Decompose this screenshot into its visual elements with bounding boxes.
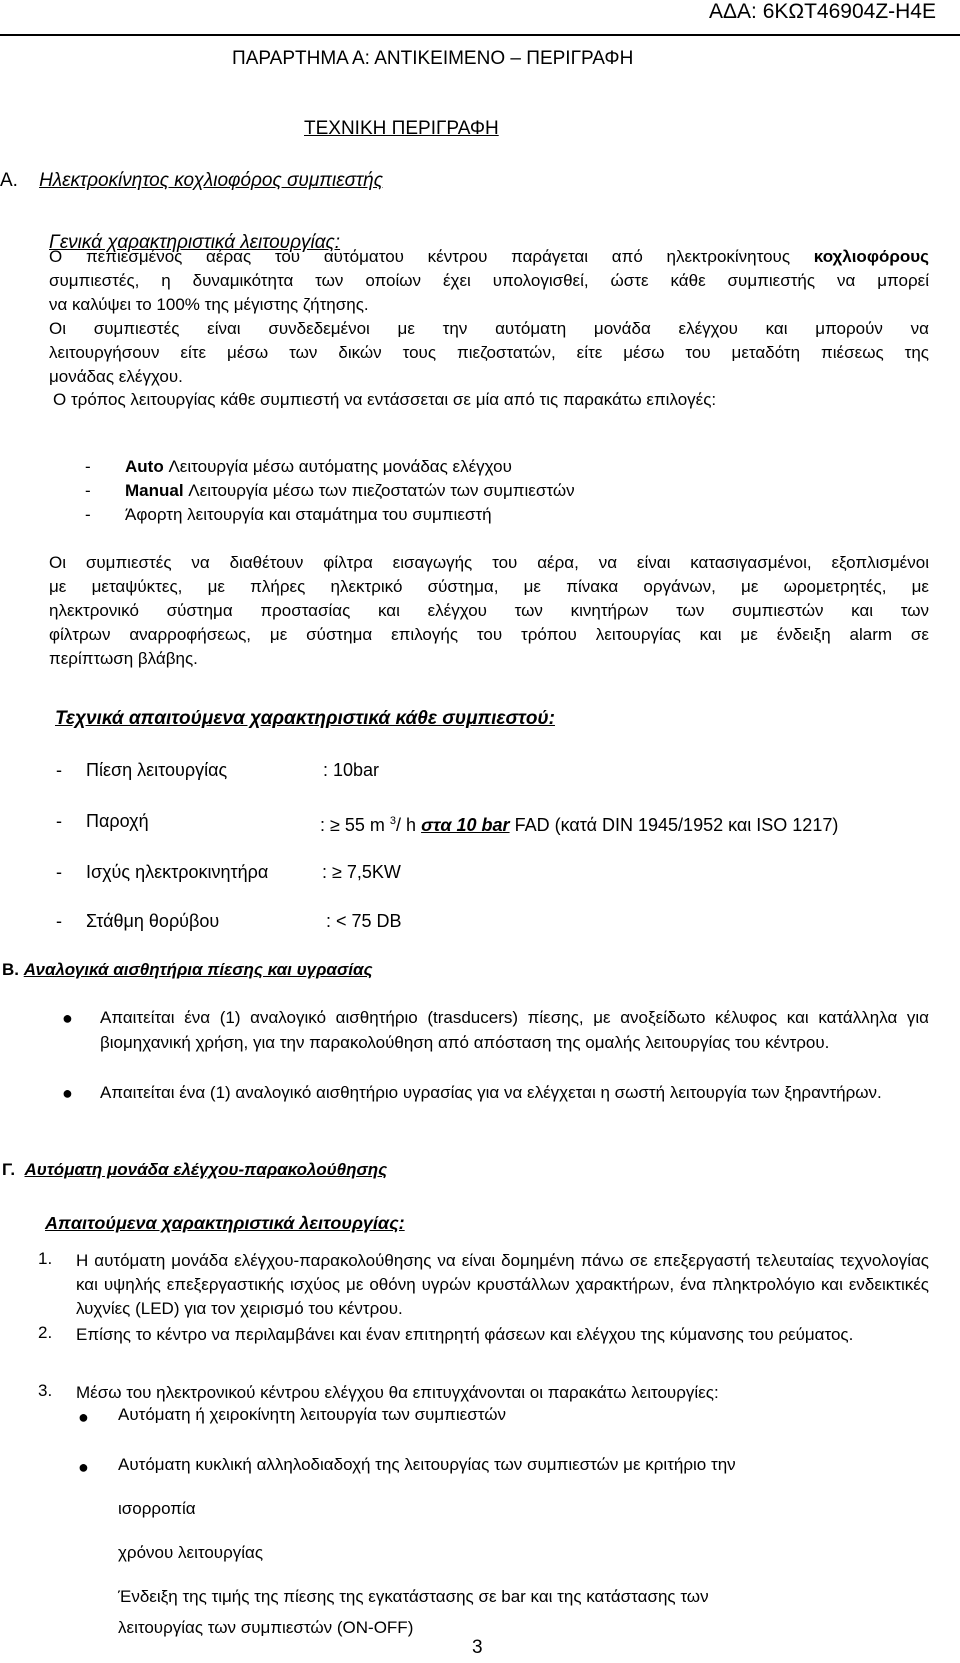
spec-value: : ≥ 55 m $^3$/ h στα 10 bar FAD (κατά DIN 1945/1952 και ISO 1217) (320, 815, 839, 835)
appendix-title: ΠΑΡΑΡΤΗΜΑ Α: ΑΝΤΙΚΕΙΜΕΝΟ – ΠΕΡΙΓΡΑΦΗ (232, 48, 634, 69)
required-features-heading: Απαιτούμενα χαρακτηριστικά λειτουργίας: (45, 1213, 405, 1233)
spec-value: : ≥ 7,5KW (322, 862, 401, 882)
section-c-heading (2, 1160, 387, 1180)
section-a-heading (0, 170, 383, 192)
spec-label: Πίεση λειτουργίας (86, 760, 228, 780)
paragraph-line: Οι συμπιεστές να διαθέτουν φίλτρα εισαγωγής του αέρα, να είναι κατασιγασμένοι, εξοπλισμένοι (49, 553, 929, 572)
operation-modes-intro: Ο τρόπος λειτουργίας κάθε συμπιεστή να εντάσσεται σε μία από τις παρακάτω επιλογές: (53, 390, 717, 409)
bullet-icon: ● (62, 1083, 73, 1103)
spec-value: : < 75 DB (326, 911, 402, 931)
function-item: ισορροπία (118, 1499, 196, 1518)
document-title: ΤΕΧΝΙΚΗ ΠΕΡΙΓΡΑΦΗ (304, 118, 499, 139)
paragraph-line: Οι συμπιεστές είναι συνδεδεμένοι με την αυτόματη μονάδα ελέγχου και μπορούν να (49, 319, 929, 338)
numbered-item: 1. Η αυτόματη μονάδα ελέγχου-παρακολούθησης να είναι δομημένη πάνω σε επεξεργαστή τελευταίας τεχνολογίας και υψηλής επεξεργαστικής ισχύος με οθόνη υγρών κρυστάλλων χαρακτήρων, ένα πληκτρολόγιο και ενδεικτικές λυχνίες (LED) για τον χειρισμό του κέντρου. (38, 1249, 929, 1318)
paragraph-line: με μεταψύκτες, με πλήρες ηλεκτρικό σύστημα, με πίνακα οργάνων, με ωρομετρητές, με (49, 577, 929, 596)
bullet-icon: ● (78, 1407, 89, 1427)
page-number: 3 (472, 1637, 483, 1658)
section-b-heading (2, 960, 373, 980)
section-b-title: Αναλογικά αισθητήρια πίεσης και υγρασίας (23, 960, 373, 979)
spec-label: Παροχή (86, 811, 149, 831)
paragraph-compressor-equipment (49, 551, 929, 671)
section-a-letter: Α. (0, 170, 18, 191)
paragraph-line: φίλτρων αναρροφήσεως, με σύστημα επιλογής του τρόπου λειτουργίας και με ένδειξη alarm σε (49, 625, 929, 644)
ada-code: ΑΔΑ: 6ΚΩΤ46904Ζ-Η4Ε (709, 0, 936, 23)
header-divider (0, 34, 960, 36)
section-b-letter: Β. (2, 960, 19, 979)
bullet-icon: ● (62, 1008, 73, 1028)
numbered-item: 2. Επίσης το κέντρο να περιλαμβάνει και έναν επιτηρητή φάσεων και ελέγχου της κύμανσης του ρεύματος. (38, 1323, 854, 1344)
paragraph-line: λειτουργήσουν είτε μέσω των δικών τους πιεζοστατών, είτε μέσω του μεταδότη πιέσεως της (49, 343, 929, 362)
spec-label: Ισχύς ηλεκτροκινητήρα (86, 862, 269, 882)
list-item: ● Απαιτείται ένα (1) αναλογικό αισθητήριο (trasducers) πίεσης, με ανοξείδωτο κέλυφος και κατάλληλα για βιομηχανική χρήση, για την παρακολούθηση από απόσταση της ομαλής λειτουργίας του κέντρου. (62, 1008, 929, 1052)
paragraph-line: μονάδας ελέγχου. (49, 367, 183, 386)
section-c-title: Αυτόματη μονάδα ελέγχου-παρακολούθησης (24, 1160, 388, 1179)
function-item: Αυτόματη ή χειροκίνητη λειτουργία των συμπιεστών (118, 1405, 506, 1424)
technical-requirements-heading: Τεχνικά απαιτούμενα χαρακτηριστικά κάθε συμπιεστού: (55, 708, 555, 729)
function-item: χρόνου λειτουργίας (118, 1543, 264, 1562)
list-item: ● Απαιτείται ένα (1) αναλογικό αισθητήριο υγρασίας για να ελέγχεται η σωστή λειτουργία των ξηραντήρων. (62, 1083, 882, 1103)
function-item: λειτουργίας των συμπιεστών (ON-OFF) (118, 1618, 414, 1637)
spec-label: Στάθμη θορύβου (86, 911, 220, 931)
paragraph-air-production (49, 245, 929, 317)
paragraph-line: Ο πεπιεσμένος αέρας του αυτόματου κέντρου παράγεται από ηλεκτροκίνητους κοχλιοφόρους (49, 247, 929, 266)
section-a-title: Ηλεκτροκίνητος κοχλιοφόρος συμπιεστής (39, 170, 383, 191)
section-c-letter: Γ. (2, 1160, 16, 1179)
paragraph-line: συμπιεστές, η δυναμικότητα των οποίων έχει υπολογισθεί, ώστε κάθε συμπιεστής να μπορεί (49, 271, 929, 290)
paragraph-line: περίπτωση βλάβης. (49, 649, 198, 668)
spec-value: : 10bar (323, 760, 380, 780)
paragraph-control-unit (49, 317, 929, 389)
function-item: Ένδειξη της τιμής της πίεσης της εγκατάστασης σε bar και της κατάστασης των (118, 1587, 709, 1606)
paragraph-line: ηλεκτρονικό σύστημα προστασίας και ελέγχου των κινητήρων των συμπιεστών και των (49, 601, 929, 620)
general-characteristics-heading: Γενικά χαρακτηριστικά λειτουργίας: (49, 232, 341, 253)
function-item: Αυτόματη κυκλική αλληλοδιαδοχή της λειτουργίας των συμπιεστών με κριτήριο την (118, 1455, 736, 1474)
paragraph-line: να καλύψει το 100% της μέγιστης ζήτησης. (49, 295, 369, 314)
bullet-icon: ● (78, 1457, 89, 1477)
numbered-item: 3. Μέσω του ηλεκτρονικού κέντρου ελέγχου θα επιτυγχάνονται οι παρακάτω λειτουργίες: (38, 1381, 719, 1402)
